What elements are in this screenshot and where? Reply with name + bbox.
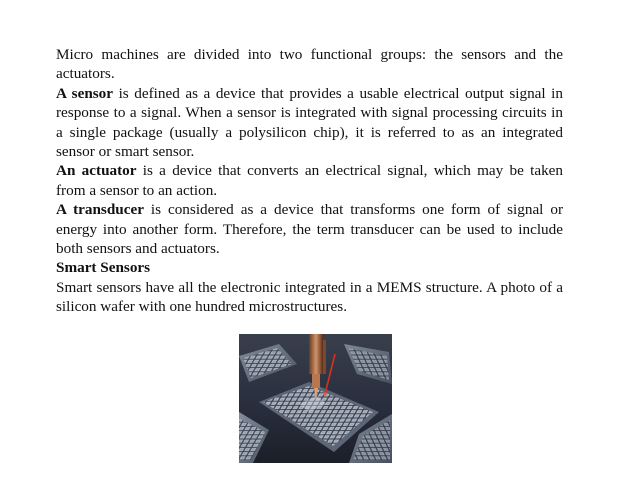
sensor-term: A sensor	[56, 84, 114, 102]
sensor-definition: is defined as a device that provides a usable electrical output signal in response to a signal. When a sensor is integrated with signal processing circuits in a single package (usually a polysilicon chip), it is referred to as an integrated sensor or smart sensor.	[56, 84, 563, 161]
transducer-definition: is considered as a device that transforms one form of signal or energy into another form. Therefore, the term transducer can be used to include both sensors and actuators.	[56, 201, 564, 258]
transducer-term: A transducer	[56, 201, 144, 219]
intro-paragraph: Micro machines are divided into two functional groups: the sensors and the actuators.	[56, 46, 563, 83]
wafer-illustration	[239, 334, 392, 463]
transducer-paragraph	[56, 200, 563, 258]
sensor-paragraph	[56, 84, 563, 162]
silicon-wafer-photo	[239, 334, 392, 463]
body-text	[56, 45, 563, 317]
actuator-paragraph	[56, 161, 563, 200]
smart-sensors-title: Smart Sensors	[56, 259, 151, 277]
actuator-definition: is a device that converts an electrical signal, which may be taken from a sensor to an action.	[56, 162, 563, 199]
smart-sensors-paragraph: Smart sensors have all the electronic integrated in a MEMS structure. A photo of a silicon wafer with one hundred microstructures.	[56, 278, 563, 316]
actuator-term: An actuator	[56, 162, 137, 180]
smart-sensors-heading	[56, 258, 563, 277]
